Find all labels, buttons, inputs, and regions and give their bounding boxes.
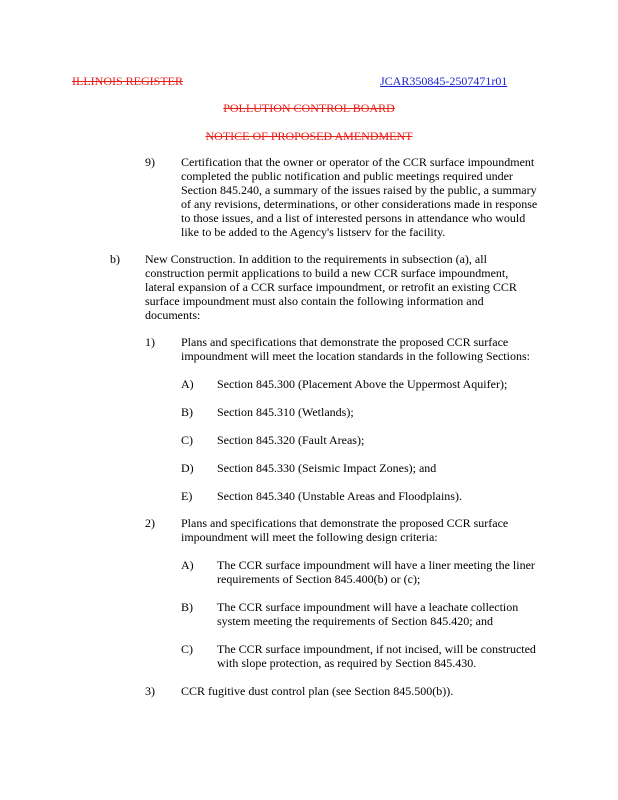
jcar-revision: r01 (491, 74, 508, 88)
b2-line: Plans and specifications that demonstrate the proposed CCR surface (181, 516, 509, 530)
b1-item-text: Section 845.330 (Seismic Impact Zones); and (217, 461, 437, 475)
jcar-number: JCAR350845-2507471 (380, 74, 492, 88)
subsection-b-line: surface impoundment must also contain the following information and (145, 294, 484, 308)
item-9-line: Section 845.240, a summary of the issues raised by the public, a summary (181, 183, 537, 197)
subsection-b-line: lateral expansion of a CCR surface impoundment, or retrofit an existing CCR (145, 280, 517, 294)
subsection-b-line: construction permit applications to build a new CCR surface impoundment, (145, 266, 509, 280)
jcar-reference (380, 74, 507, 88)
item-9-line: completed the public notification and public meetings required under (181, 169, 513, 183)
subsection-b-line: New Construction. In addition to the requirements in subsection (a), all (145, 252, 487, 266)
item-9-label: 9) (145, 155, 155, 169)
b2-item-line: system meeting the requirements of Section 845.420; and (217, 614, 493, 628)
subsection-b-line: documents: (145, 308, 201, 322)
b1-item-label: E) (181, 489, 193, 503)
item-9-line: Certification that the owner or operator of the CCR surface impoundment (181, 155, 535, 169)
b2-item-line: The CCR surface impoundment will have a liner meeting the liner (217, 558, 535, 572)
b2-item-line: The CCR surface impoundment, if not incised, will be constructed (217, 642, 536, 656)
b3-label: 3) (145, 684, 155, 698)
item-9-line: like to be added to the Agency's listserv for the facility. (181, 225, 446, 239)
b1-item-label: D) (181, 461, 194, 475)
board-name: POLLUTION CONTROL BOARD (223, 101, 395, 115)
b2-label: 2) (145, 516, 155, 530)
item-9-line: of any revisions, determinations, or other considerations made in response (181, 197, 538, 211)
b2-item-label: A) (181, 558, 194, 572)
b1-item-text: Section 845.300 (Placement Above the Uppermost Aquifer); (217, 377, 508, 391)
notice-title: NOTICE OF PROPOSED AMENDMENT (205, 129, 413, 143)
b2-item-line: requirements of Section 845.400(b) or (c); (217, 572, 421, 586)
b1-item-label: C) (181, 433, 193, 447)
subsection-b-label: b) (110, 252, 120, 266)
b3-text: CCR fugitive dust control plan (see Section 845.500(b)). (181, 684, 454, 698)
b1-item-text: Section 845.340 (Unstable Areas and Floodplains). (217, 489, 462, 503)
b2-item-line: The CCR surface impoundment will have a leachate collection (217, 600, 519, 614)
b2-item-label: C) (181, 642, 193, 656)
b1-item-text: Section 845.310 (Wetlands); (217, 405, 354, 419)
b1-item-label: A) (181, 377, 194, 391)
b2-item-label: B) (181, 600, 193, 614)
b2-line: impoundment will meet the following design criteria: (181, 530, 438, 544)
b1-item-text: Section 845.320 (Fault Areas); (217, 433, 365, 447)
item-9-line: to those issues, and a list of interested persons in attendance who would (181, 211, 526, 225)
register-title: ILLINOIS REGISTER (72, 74, 183, 88)
b1-label: 1) (145, 335, 155, 349)
b1-line: Plans and specifications that demonstrate the proposed CCR surface (181, 335, 509, 349)
b1-line: impoundment will meet the location standards in the following Sections: (181, 349, 530, 363)
b1-item-label: B) (181, 405, 193, 419)
b2-item-line: with slope protection, as required by Section 845.430. (217, 656, 477, 670)
